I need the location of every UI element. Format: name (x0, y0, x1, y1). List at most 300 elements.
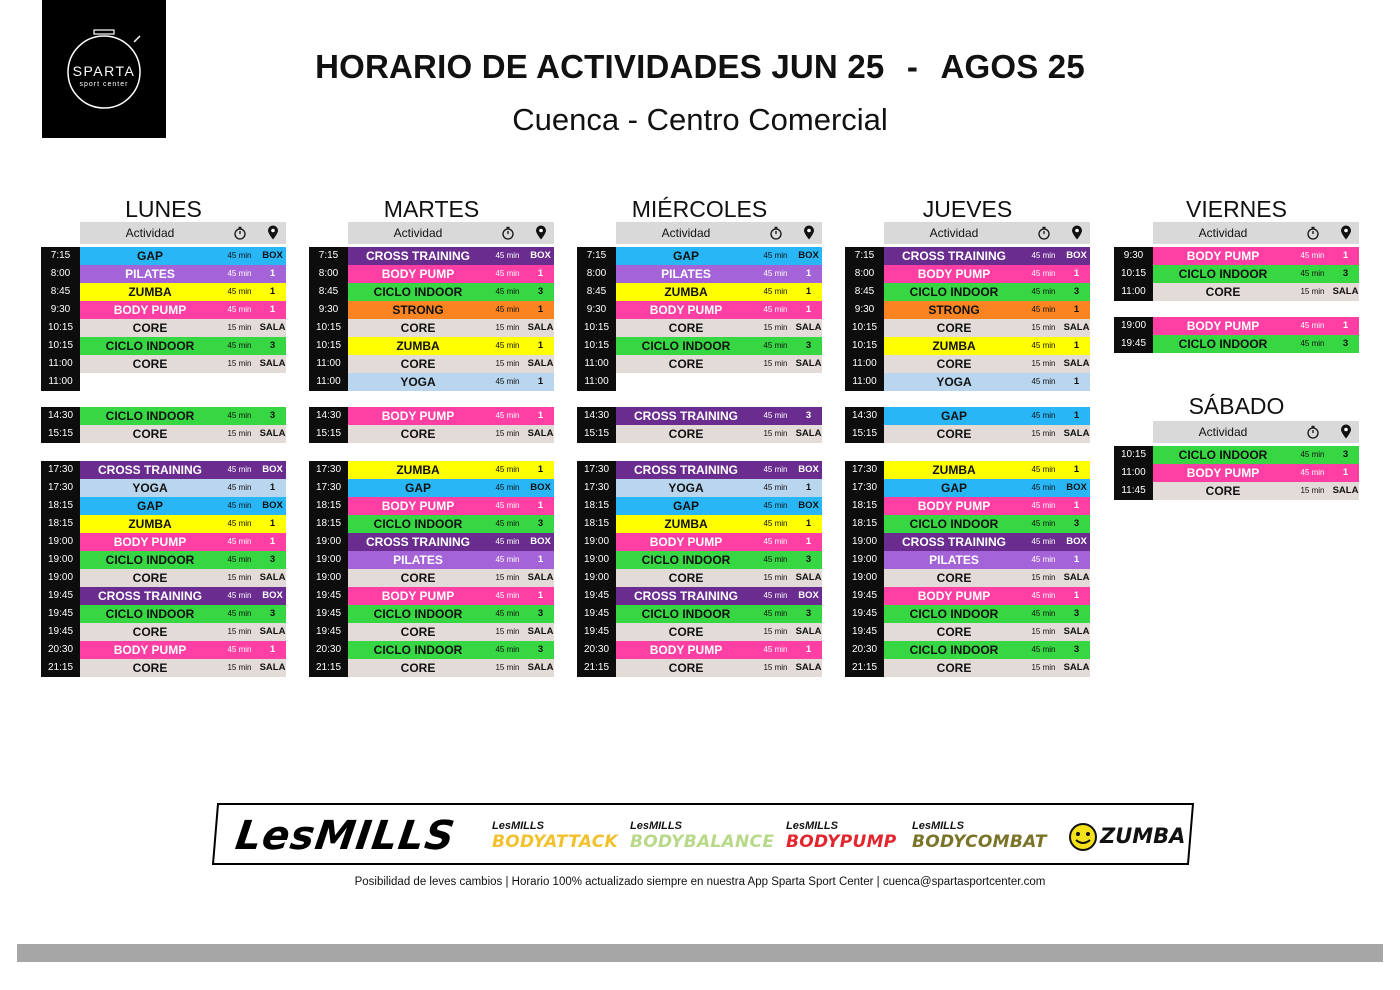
class-time: 8:00 (845, 265, 884, 283)
class-activity: BODY PUMP (884, 265, 1024, 283)
footer-note: Posibilidad de leves cambios | Horario 100% actualizado siempre en nuestra App Sparta Sport Center | cuenca@spartasportcenter.com (354, 876, 1046, 888)
schedule-row (41, 479, 286, 497)
class-duration: 45 min (1024, 497, 1063, 515)
class-location: 1 (795, 265, 822, 283)
schedule-row (41, 407, 286, 425)
class-duration: 15 min (756, 355, 795, 373)
class-location: SALA (527, 569, 554, 587)
class-activity: CICLO INDOOR (1153, 335, 1293, 353)
class-location: 1 (795, 533, 822, 551)
class-time: 7:15 (309, 247, 348, 265)
schedule-row (577, 337, 822, 355)
class-activity: CICLO INDOOR (884, 605, 1024, 623)
schedule-row (845, 265, 1090, 283)
class-duration: 15 min (1024, 623, 1063, 641)
schedule-row (41, 265, 286, 283)
class-location: 3 (795, 551, 822, 569)
class-time: 9:30 (1114, 247, 1153, 265)
class-time: 19:00 (41, 533, 80, 551)
schedule-row (41, 461, 286, 479)
class-duration: 45 min (756, 407, 795, 425)
program-name: BODYCOMBAT (912, 832, 1047, 852)
class-activity: STRONG (884, 301, 1024, 319)
class-activity: CICLO INDOOR (80, 337, 220, 355)
class-time: 19:00 (577, 533, 616, 551)
class-time: 11:00 (309, 355, 348, 373)
class-time: 18:15 (41, 497, 80, 515)
schedule-row (845, 623, 1090, 641)
class-time: 19:00 (309, 533, 348, 551)
class-duration: 45 min (488, 479, 527, 497)
class-location: 1 (527, 301, 554, 319)
class-time: 9:30 (577, 301, 616, 319)
schedule-row (41, 641, 286, 659)
schedule-block (577, 407, 822, 443)
class-duration: 15 min (488, 569, 527, 587)
class-time: 8:00 (309, 265, 348, 283)
schedule-row (309, 569, 554, 587)
class-duration: 15 min (1024, 319, 1063, 337)
schedule-row (309, 407, 554, 425)
class-location: BOX (1063, 533, 1090, 551)
class-duration: 45 min (1024, 551, 1063, 569)
class-time: 19:45 (845, 623, 884, 641)
schedule-row (577, 425, 822, 443)
class-activity: ZUMBA (884, 461, 1024, 479)
schedule-row (845, 587, 1090, 605)
class-duration: 45 min (756, 265, 795, 283)
class-time: 19:00 (845, 569, 884, 587)
schedule-row (845, 479, 1090, 497)
class-activity: CICLO INDOOR (884, 515, 1024, 533)
class-location: 1 (527, 337, 554, 355)
schedule-block (309, 461, 554, 677)
class-duration: 45 min (756, 283, 795, 301)
schedule-row (41, 319, 286, 337)
class-activity: PILATES (884, 551, 1024, 569)
schedule-row (309, 659, 554, 677)
class-duration: 45 min (1024, 587, 1063, 605)
class-time: 11:00 (1114, 283, 1153, 301)
class-activity: GAP (80, 497, 220, 515)
class-location: SALA (1063, 425, 1090, 443)
class-activity: BODY PUMP (80, 533, 220, 551)
location-pin-icon (267, 226, 279, 241)
schedule-row (41, 497, 286, 515)
schedule-row (845, 515, 1090, 533)
class-activity: CORE (884, 569, 1024, 587)
class-duration: 45 min (756, 479, 795, 497)
class-time: 18:15 (845, 497, 884, 515)
schedule-row (845, 247, 1090, 265)
class-activity: BODY PUMP (884, 497, 1024, 515)
bottom-bar (17, 944, 1383, 962)
class-duration: 45 min (1024, 533, 1063, 551)
class-duration: 45 min (1293, 265, 1332, 283)
stopwatch-icon (1306, 425, 1320, 439)
class-activity: CROSS TRAINING (616, 461, 756, 479)
schedule-row (41, 587, 286, 605)
class-activity: CORE (1153, 283, 1293, 301)
class-location: BOX (527, 479, 554, 497)
class-duration: 45 min (488, 515, 527, 533)
class-duration: 45 min (1293, 247, 1332, 265)
class-duration: 45 min (488, 641, 527, 659)
class-time: 10:15 (577, 319, 616, 337)
schedule-row (41, 373, 286, 391)
class-time: 15:15 (577, 425, 616, 443)
schedule-block (41, 222, 286, 391)
schedule-row (309, 479, 554, 497)
class-duration: 15 min (756, 623, 795, 641)
schedule-row (309, 283, 554, 301)
schedule-row (577, 497, 822, 515)
class-duration: 45 min (488, 301, 527, 319)
schedule-row (845, 407, 1090, 425)
class-location: 3 (1332, 265, 1359, 283)
class-time: 17:30 (41, 461, 80, 479)
class-location: 1 (259, 533, 286, 551)
program-logo (786, 820, 897, 852)
class-duration: 45 min (488, 337, 527, 355)
class-location: 1 (1063, 461, 1090, 479)
class-activity: BODY PUMP (616, 533, 756, 551)
class-time: 14:30 (577, 407, 616, 425)
class-time: 9:30 (845, 301, 884, 319)
class-time: 10:15 (309, 319, 348, 337)
class-location: 1 (795, 641, 822, 659)
schedule-row (309, 373, 554, 391)
class-time: 14:30 (845, 407, 884, 425)
class-location: 1 (259, 265, 286, 283)
day-title-viernes: VIERNES (1186, 196, 1287, 222)
class-activity: BODY PUMP (616, 301, 756, 319)
schedule-row (845, 355, 1090, 373)
class-activity: PILATES (616, 265, 756, 283)
program-brand: LesMILLS (912, 820, 964, 832)
class-time: 14:30 (309, 407, 348, 425)
class-duration: 45 min (1024, 461, 1063, 479)
location-pin-icon (535, 226, 547, 241)
class-duration: 45 min (1024, 337, 1063, 355)
class-location: BOX (795, 587, 822, 605)
class-time: 9:30 (41, 301, 80, 319)
class-time: 18:15 (309, 497, 348, 515)
class-location: SALA (795, 659, 822, 677)
class-duration: 45 min (756, 461, 795, 479)
schedule-row (577, 587, 822, 605)
class-location: SALA (527, 659, 554, 677)
class-activity: CICLO INDOOR (348, 515, 488, 533)
class-activity: CROSS TRAINING (884, 247, 1024, 265)
class-duration: 15 min (220, 623, 259, 641)
class-location: SALA (527, 425, 554, 443)
class-duration: 45 min (756, 587, 795, 605)
schedule-row (845, 659, 1090, 677)
activity-header: Actividad (1153, 421, 1293, 443)
stopwatch-icon (1306, 226, 1320, 240)
class-activity: CORE (348, 623, 488, 641)
location-header (259, 222, 286, 244)
class-activity: CROSS TRAINING (80, 461, 220, 479)
class-activity: CORE (348, 569, 488, 587)
class-duration: 45 min (220, 533, 259, 551)
class-time: 19:00 (577, 551, 616, 569)
class-duration: 45 min (1293, 464, 1332, 482)
class-activity: ZUMBA (348, 337, 488, 355)
class-time: 19:00 (1114, 317, 1153, 335)
class-time: 10:15 (845, 319, 884, 337)
location-pin-icon (1340, 226, 1352, 241)
schedule-row (309, 265, 554, 283)
class-activity: GAP (884, 479, 1024, 497)
class-time: 19:45 (41, 587, 80, 605)
class-location: BOX (795, 247, 822, 265)
class-activity: CORE (348, 355, 488, 373)
schedule-row (577, 373, 822, 391)
class-duration: 45 min (756, 515, 795, 533)
class-duration: 15 min (1024, 659, 1063, 677)
schedule-row (309, 641, 554, 659)
class-location: SALA (259, 425, 286, 443)
schedule-row (309, 337, 554, 355)
schedule-row (309, 587, 554, 605)
class-activity: CROSS TRAINING (348, 533, 488, 551)
class-activity: CICLO INDOOR (1153, 446, 1293, 464)
class-time: 19:45 (845, 587, 884, 605)
class-time: 20:30 (41, 641, 80, 659)
schedule-row (577, 533, 822, 551)
class-time: 19:00 (577, 569, 616, 587)
class-time: 8:45 (845, 283, 884, 301)
class-duration: 15 min (220, 425, 259, 443)
class-activity: BODY PUMP (1153, 247, 1293, 265)
class-activity: YOGA (884, 373, 1024, 391)
schedule-block (1114, 222, 1359, 301)
stopwatch-icon (233, 226, 247, 240)
schedule-row (309, 605, 554, 623)
schedule-row (1114, 317, 1359, 335)
class-time: 17:30 (577, 461, 616, 479)
stopwatch-icon (769, 226, 783, 240)
class-duration: 45 min (756, 247, 795, 265)
class-location: 1 (527, 373, 554, 391)
class-location: BOX (795, 461, 822, 479)
class-location: SALA (1063, 623, 1090, 641)
table-header (1153, 421, 1359, 443)
schedule-block (309, 222, 554, 391)
class-time: 20:30 (577, 641, 616, 659)
class-activity: BODY PUMP (348, 587, 488, 605)
class-duration: 15 min (488, 659, 527, 677)
class-activity: CORE (616, 355, 756, 373)
page-subtitle: Cuenca - Centro Comercial (512, 102, 888, 137)
class-time: 19:45 (577, 605, 616, 623)
class-duration: 15 min (488, 623, 527, 641)
class-duration: 45 min (1024, 265, 1063, 283)
class-time: 19:45 (577, 623, 616, 641)
class-location: SALA (795, 355, 822, 373)
location-header (1332, 222, 1359, 244)
schedule-row (41, 569, 286, 587)
schedule-row (41, 425, 286, 443)
schedule-row (309, 301, 554, 319)
class-activity: ZUMBA (80, 283, 220, 301)
class-duration: 45 min (220, 497, 259, 515)
schedule-row (845, 373, 1090, 391)
schedule-row (845, 283, 1090, 301)
schedule-row (41, 605, 286, 623)
class-time: 19:45 (41, 605, 80, 623)
class-time: 10:15 (41, 319, 80, 337)
class-activity: CROSS TRAINING (348, 247, 488, 265)
class-activity: GAP (616, 497, 756, 515)
class-location: 1 (259, 301, 286, 319)
class-location: 1 (259, 479, 286, 497)
class-duration: 15 min (488, 425, 527, 443)
class-duration: 45 min (1024, 283, 1063, 301)
class-duration: 45 min (220, 587, 259, 605)
class-activity: PILATES (80, 265, 220, 283)
program-logo (912, 820, 1047, 852)
schedule-row (1114, 464, 1359, 482)
class-activity: CORE (80, 659, 220, 677)
class-duration: 45 min (488, 247, 527, 265)
schedule-row (41, 247, 286, 265)
class-time: 19:00 (845, 551, 884, 569)
class-activity: CROSS TRAINING (884, 533, 1024, 551)
schedule-row (309, 425, 554, 443)
class-activity: PILATES (348, 551, 488, 569)
class-location: SALA (259, 319, 286, 337)
program-name: BODYATTACK (492, 832, 618, 852)
title-period-start: HORARIO DE ACTIVIDADES JUN 25 (315, 48, 885, 85)
program-logo (630, 820, 774, 852)
class-location: 1 (527, 265, 554, 283)
program-logo (492, 820, 618, 852)
class-location: 1 (1063, 301, 1090, 319)
class-activity: CICLO INDOOR (884, 641, 1024, 659)
class-location: BOX (795, 497, 822, 515)
schedule-row (845, 533, 1090, 551)
class-time: 11:00 (41, 373, 80, 391)
class-activity: CORE (348, 425, 488, 443)
class-activity: CORE (80, 425, 220, 443)
day-title-miercoles: MIÉRCOLES (631, 196, 768, 222)
class-time: 17:30 (41, 479, 80, 497)
class-time: 11:00 (845, 373, 884, 391)
table-header (348, 222, 554, 244)
schedule-block (309, 407, 554, 443)
class-activity: CROSS TRAINING (80, 587, 220, 605)
schedule-row (577, 605, 822, 623)
schedule-row (577, 515, 822, 533)
class-time: 8:00 (41, 265, 80, 283)
class-location: 1 (259, 641, 286, 659)
schedule-block (577, 222, 822, 391)
schedule-row (41, 337, 286, 355)
class-duration: 45 min (488, 461, 527, 479)
schedule-row (309, 551, 554, 569)
class-activity: CORE (1153, 482, 1293, 500)
class-time: 9:30 (309, 301, 348, 319)
class-location: 1 (1063, 265, 1090, 283)
class-activity: BODY PUMP (1153, 317, 1293, 335)
class-location: SALA (259, 659, 286, 677)
class-location: SALA (527, 319, 554, 337)
schedule-row (41, 533, 286, 551)
schedule-block (1114, 421, 1359, 500)
schedule-row (577, 479, 822, 497)
class-duration: 45 min (220, 283, 259, 301)
schedule-row (1114, 247, 1359, 265)
class-time: 15:15 (309, 425, 348, 443)
location-header (527, 222, 554, 244)
class-location: SALA (1063, 659, 1090, 677)
activity-header: Actividad (80, 222, 220, 244)
class-location: BOX (1063, 247, 1090, 265)
class-activity: CORE (80, 319, 220, 337)
class-duration: 45 min (488, 265, 527, 283)
class-activity: CORE (80, 569, 220, 587)
class-location: 3 (1063, 515, 1090, 533)
class-location: SALA (1063, 355, 1090, 373)
class-activity: ZUMBA (616, 283, 756, 301)
class-time: 15:15 (41, 425, 80, 443)
class-activity: BODY PUMP (884, 587, 1024, 605)
activity-header: Actividad (348, 222, 488, 244)
class-duration: 45 min (488, 533, 527, 551)
class-activity: CORE (348, 659, 488, 677)
schedule-row (1114, 482, 1359, 500)
class-duration: 45 min (488, 497, 527, 515)
schedule-row (309, 515, 554, 533)
schedule-row (845, 551, 1090, 569)
class-location: 3 (1063, 605, 1090, 623)
schedule-row (309, 533, 554, 551)
duration-header (756, 222, 795, 244)
class-duration: 45 min (220, 247, 259, 265)
schedule-row (309, 355, 554, 373)
program-name: BODYPUMP (786, 832, 897, 852)
class-time: 10:15 (1114, 446, 1153, 464)
program-brands-banner (212, 803, 1194, 865)
class-location: 3 (527, 515, 554, 533)
class-activity: BODY PUMP (616, 641, 756, 659)
schedule-row (309, 497, 554, 515)
class-time: 19:45 (577, 587, 616, 605)
class-activity: BODY PUMP (80, 301, 220, 319)
class-duration: 15 min (220, 569, 259, 587)
class-duration: 15 min (220, 355, 259, 373)
class-duration: 45 min (756, 551, 795, 569)
class-activity: BODY PUMP (348, 265, 488, 283)
class-activity: CORE (884, 623, 1024, 641)
class-location: SALA (1332, 482, 1359, 500)
class-time: 10:15 (1114, 265, 1153, 283)
class-time: 19:00 (309, 551, 348, 569)
class-time: 14:30 (41, 407, 80, 425)
class-time: 8:45 (309, 283, 348, 301)
class-duration: 45 min (220, 265, 259, 283)
schedule-row (41, 623, 286, 641)
class-time: 19:45 (309, 605, 348, 623)
schedule-row (1114, 265, 1359, 283)
class-time: 17:30 (577, 479, 616, 497)
class-location: BOX (1063, 479, 1090, 497)
schedule-row (577, 461, 822, 479)
class-time: 19:00 (845, 533, 884, 551)
